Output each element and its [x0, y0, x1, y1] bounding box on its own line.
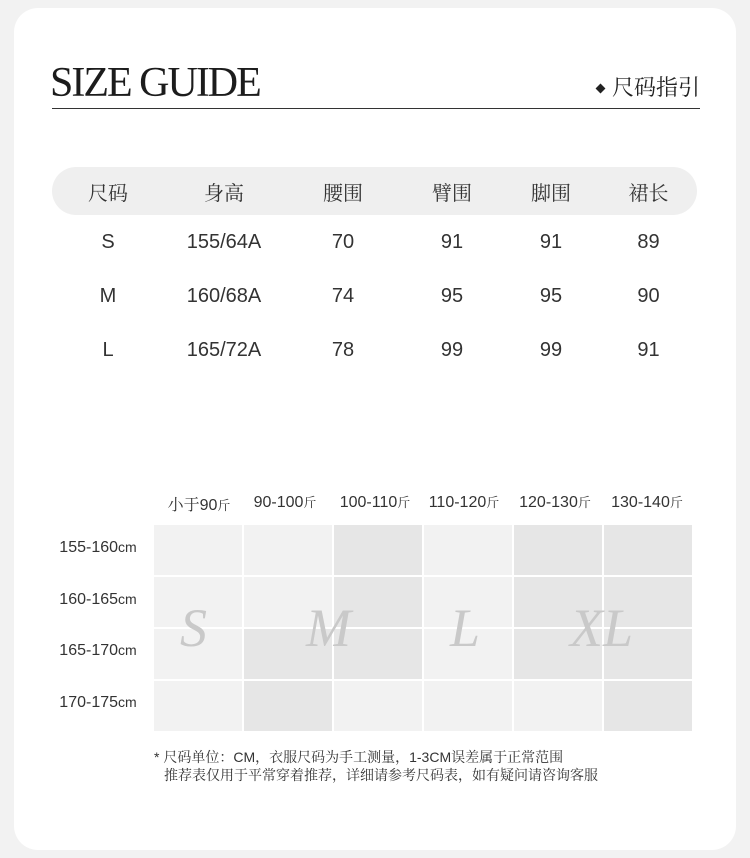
weight-range-label	[602, 492, 692, 512]
grid-cell	[424, 525, 512, 575]
grid-cell	[514, 525, 602, 575]
table-cell: 91	[440, 230, 464, 253]
table-cell: 95	[539, 284, 563, 307]
grid-cell	[604, 681, 692, 731]
height-value: 165-170	[59, 642, 119, 659]
table-cell: 91	[637, 338, 660, 361]
diamond-icon	[596, 83, 606, 93]
grid-cell	[244, 525, 332, 575]
table-cell: 91	[539, 230, 563, 253]
size-letter-xl: XL	[570, 598, 634, 658]
table-cell: L	[102, 338, 114, 361]
table-cell: M	[99, 284, 117, 307]
weight-value: 100-110	[339, 494, 398, 511]
weight-unit: 斤	[303, 495, 317, 510]
title-divider	[52, 108, 700, 109]
size-letter-l: L	[450, 598, 481, 658]
height-value: 160-165	[59, 591, 119, 608]
table-cell: 78	[331, 338, 355, 361]
table-row	[52, 323, 697, 377]
grid-cell	[154, 681, 242, 731]
height-unit: cm	[118, 694, 137, 710]
table-cell: 70	[331, 230, 355, 253]
table-cell: 99	[539, 338, 563, 361]
height-range-label	[52, 642, 144, 660]
grid-cell	[244, 681, 332, 731]
table-cell: 160/68A	[186, 284, 262, 307]
table-cell: 74	[331, 284, 355, 307]
size-letter-s: S	[180, 598, 207, 658]
weight-range-label	[154, 492, 244, 515]
weight-unit: 斤	[397, 495, 411, 510]
page-subtitle	[597, 74, 700, 102]
grid-cell	[604, 525, 692, 575]
grid-cell	[334, 681, 422, 731]
size-table	[52, 167, 697, 377]
size-letter-m: M	[306, 598, 351, 658]
note-line-2: 推荐表仅用于平常穿着推荐，详细请参考尺码表，如有疑问请咨询客服	[164, 767, 598, 783]
table-cell: 99	[440, 338, 464, 361]
weight-unit: 斤	[669, 495, 683, 510]
table-cell: 155/64A	[186, 230, 262, 253]
height-unit: cm	[118, 642, 137, 658]
grid-cell	[334, 525, 422, 575]
column-header-waist: 腰围	[323, 182, 363, 205]
table-cell: 165/72A	[186, 338, 262, 361]
height-value: 155-160	[59, 539, 119, 556]
weight-value: 110-120	[428, 494, 487, 511]
measurement-note	[154, 748, 598, 784]
table-cell: 89	[637, 230, 660, 253]
height-range-label	[52, 694, 144, 712]
weight-value: 小于90	[167, 497, 218, 514]
size-table-header	[52, 167, 697, 215]
weight-unit: 斤	[217, 498, 231, 513]
table-cell: 95	[440, 284, 464, 307]
column-header-skirt-length: 裙长	[628, 182, 669, 205]
height-unit: cm	[118, 591, 137, 607]
table-cell: 90	[637, 284, 660, 307]
grid-cell	[514, 681, 602, 731]
weight-range-label	[330, 492, 420, 512]
weight-range-label	[240, 492, 330, 512]
subtitle-text: 尺码指引	[611, 75, 700, 100]
grid-cell	[424, 681, 512, 731]
weight-range-label	[510, 492, 600, 512]
weight-range-label	[419, 492, 509, 512]
height-value: 170-175	[59, 694, 119, 711]
weight-value: 130-140	[611, 494, 670, 511]
table-row	[52, 215, 697, 269]
column-header-arm: 臂围	[432, 182, 472, 205]
page-title: SIZE GUIDE	[50, 60, 260, 106]
weight-value: 120-130	[519, 494, 578, 511]
table-row	[52, 269, 697, 323]
table-cell: S	[101, 230, 115, 253]
height-range-label	[52, 591, 144, 609]
grid-cell	[154, 525, 242, 575]
weight-unit: 斤	[577, 495, 591, 510]
height-range-label	[52, 539, 144, 557]
column-header-foot: 脚围	[531, 182, 571, 205]
weight-value: 90-100	[253, 494, 304, 511]
height-unit: cm	[118, 539, 137, 555]
note-line-1: * 尺码单位：CM，衣服尺码为手工测量，1-3CM误差属于正常范围	[154, 749, 564, 765]
column-header-height: 身高	[204, 182, 244, 205]
column-header-size: 尺码	[88, 182, 128, 205]
weight-unit: 斤	[486, 495, 500, 510]
